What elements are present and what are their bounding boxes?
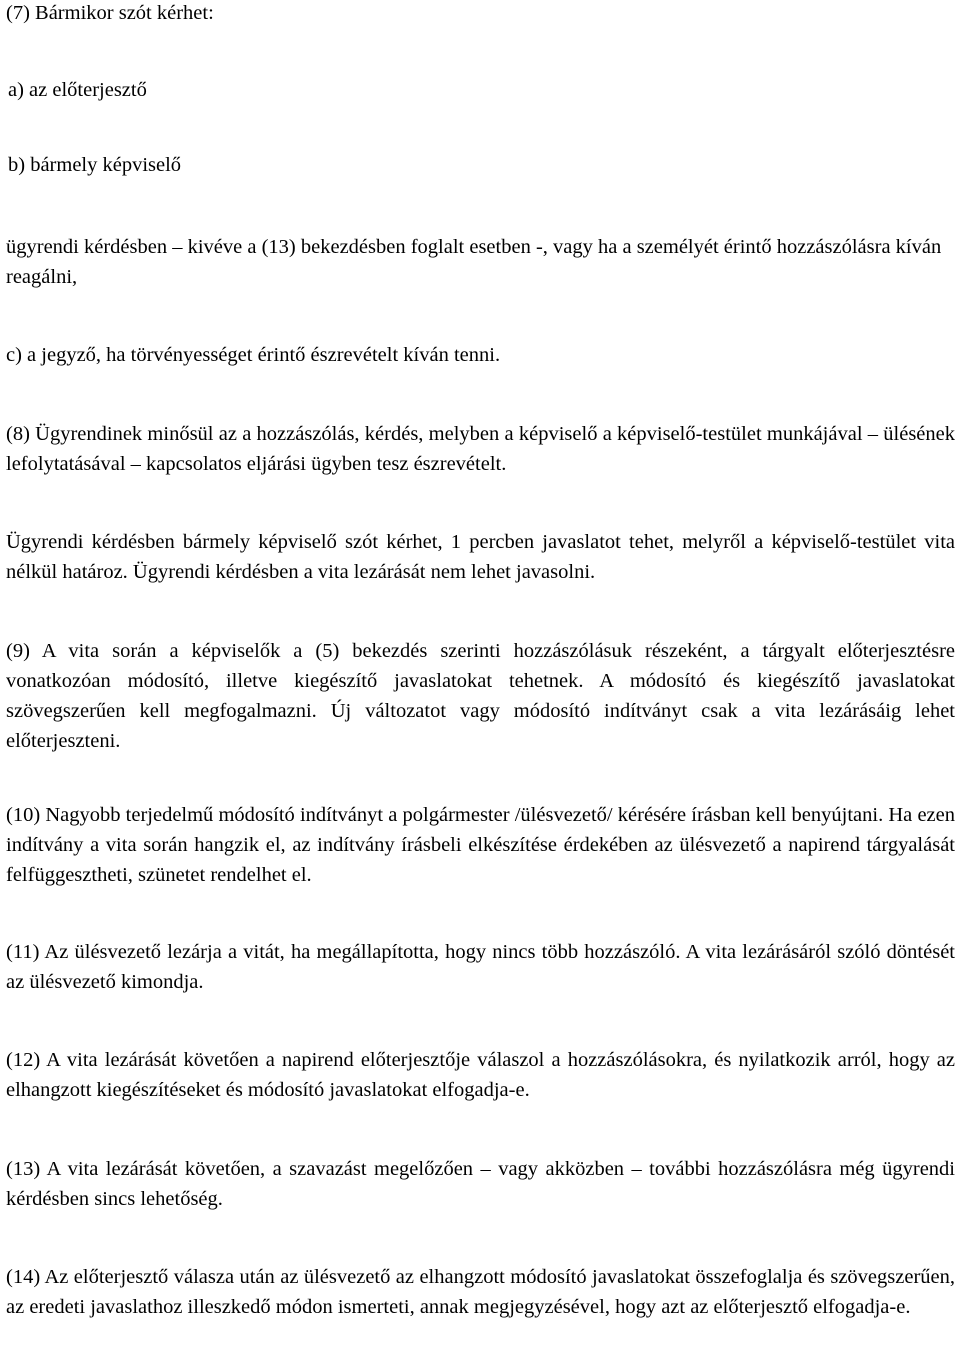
- list-item-a: a) az előterjesztő: [8, 79, 147, 101]
- paragraph-7-heading: (7) Bármikor szót kérhet:: [6, 2, 214, 24]
- paragraph-10: (10) Nagyobb terjedelmű módosító indítványt a polgármester /ülésvezető/ kérésére írásban kell benyújtani. Ha ezen indítvány a vita során hangzik el, az indítvány írásbeli elkészítése érdekében az ülésvezető a napirend tárgyalását felfüggesztheti, szünetet rendelhet el.: [6, 804, 955, 886]
- paragraph-12: (12) A vita lezárását követően a napirend előterjesztője válaszol a hozzászólásokra, és nyilatkozik arról, hogy az elhangzott kiegészítéseket és módosító javaslatokat elfogadja-e.: [6, 1049, 955, 1101]
- paragraph-9: (9) A vita során a képviselők a (5) bekezdés szerinti hozzászólásuk részeként, a tárgyalt előterjesztésre vonatkozóan módosító, illetve kiegészítő javaslatokat tehetnek. A módosító és kiegészítő javaslatokat szövegszerűen kell megfogalmazni. Új változatot vagy módosító indítványt csak a vita lezárásáig lehet előterjeszteni.: [6, 640, 955, 752]
- paragraph-8-continued: Ügyrendi kérdésben bármely képviselő szót kérhet, 1 percben javaslatot tehet, melyről a képviselő-testület vita nélkül határoz. Ügyrendi kérdésben a vita lezárását nem lehet javasolni.: [6, 531, 955, 583]
- paragraph-13: (13) A vita lezárását követően, a szavazást megelőzően – vagy akközben – további hozzászólásra még ügyrendi kérdésben sincs lehetőség.: [6, 1158, 955, 1210]
- paragraph-11: (11) Az ülésvezető lezárja a vitát, ha megállapította, hogy nincs több hozzászóló. A vita lezárásáról szóló döntését az ülésvezető kimondja.: [6, 941, 955, 993]
- paragraph-8: (8) Ügyrendinek minősül az a hozzászólás, kérdés, melyben a képviselő a képviselő-testület munkájával – ülésének lefolytatásával – kapcsolatos eljárási ügyben tesz észrevételt.: [6, 423, 955, 475]
- list-item-b: b) bármely képviselő: [8, 154, 182, 176]
- paragraph-14: (14) Az előterjesztő válasza után az ülésvezető az elhangzott módosító javaslatokat összefoglalja és szövegszerűen, az eredeti javaslathoz illeszkedő módon ismerteti, annak megjegyzésével, hogy azt az előterjesztő elfogadja-e.: [6, 1266, 955, 1318]
- paragraph-ugyrendi-kerdes: ügyrendi kérdésben – kivéve a (13) bekezdésben foglalt esetben -, vagy ha a személyét érintő hozzászólásra kíván reagálni,: [6, 236, 942, 288]
- list-item-c: c) a jegyző, ha törvényességet érintő észrevételt kíván tenni.: [6, 344, 501, 366]
